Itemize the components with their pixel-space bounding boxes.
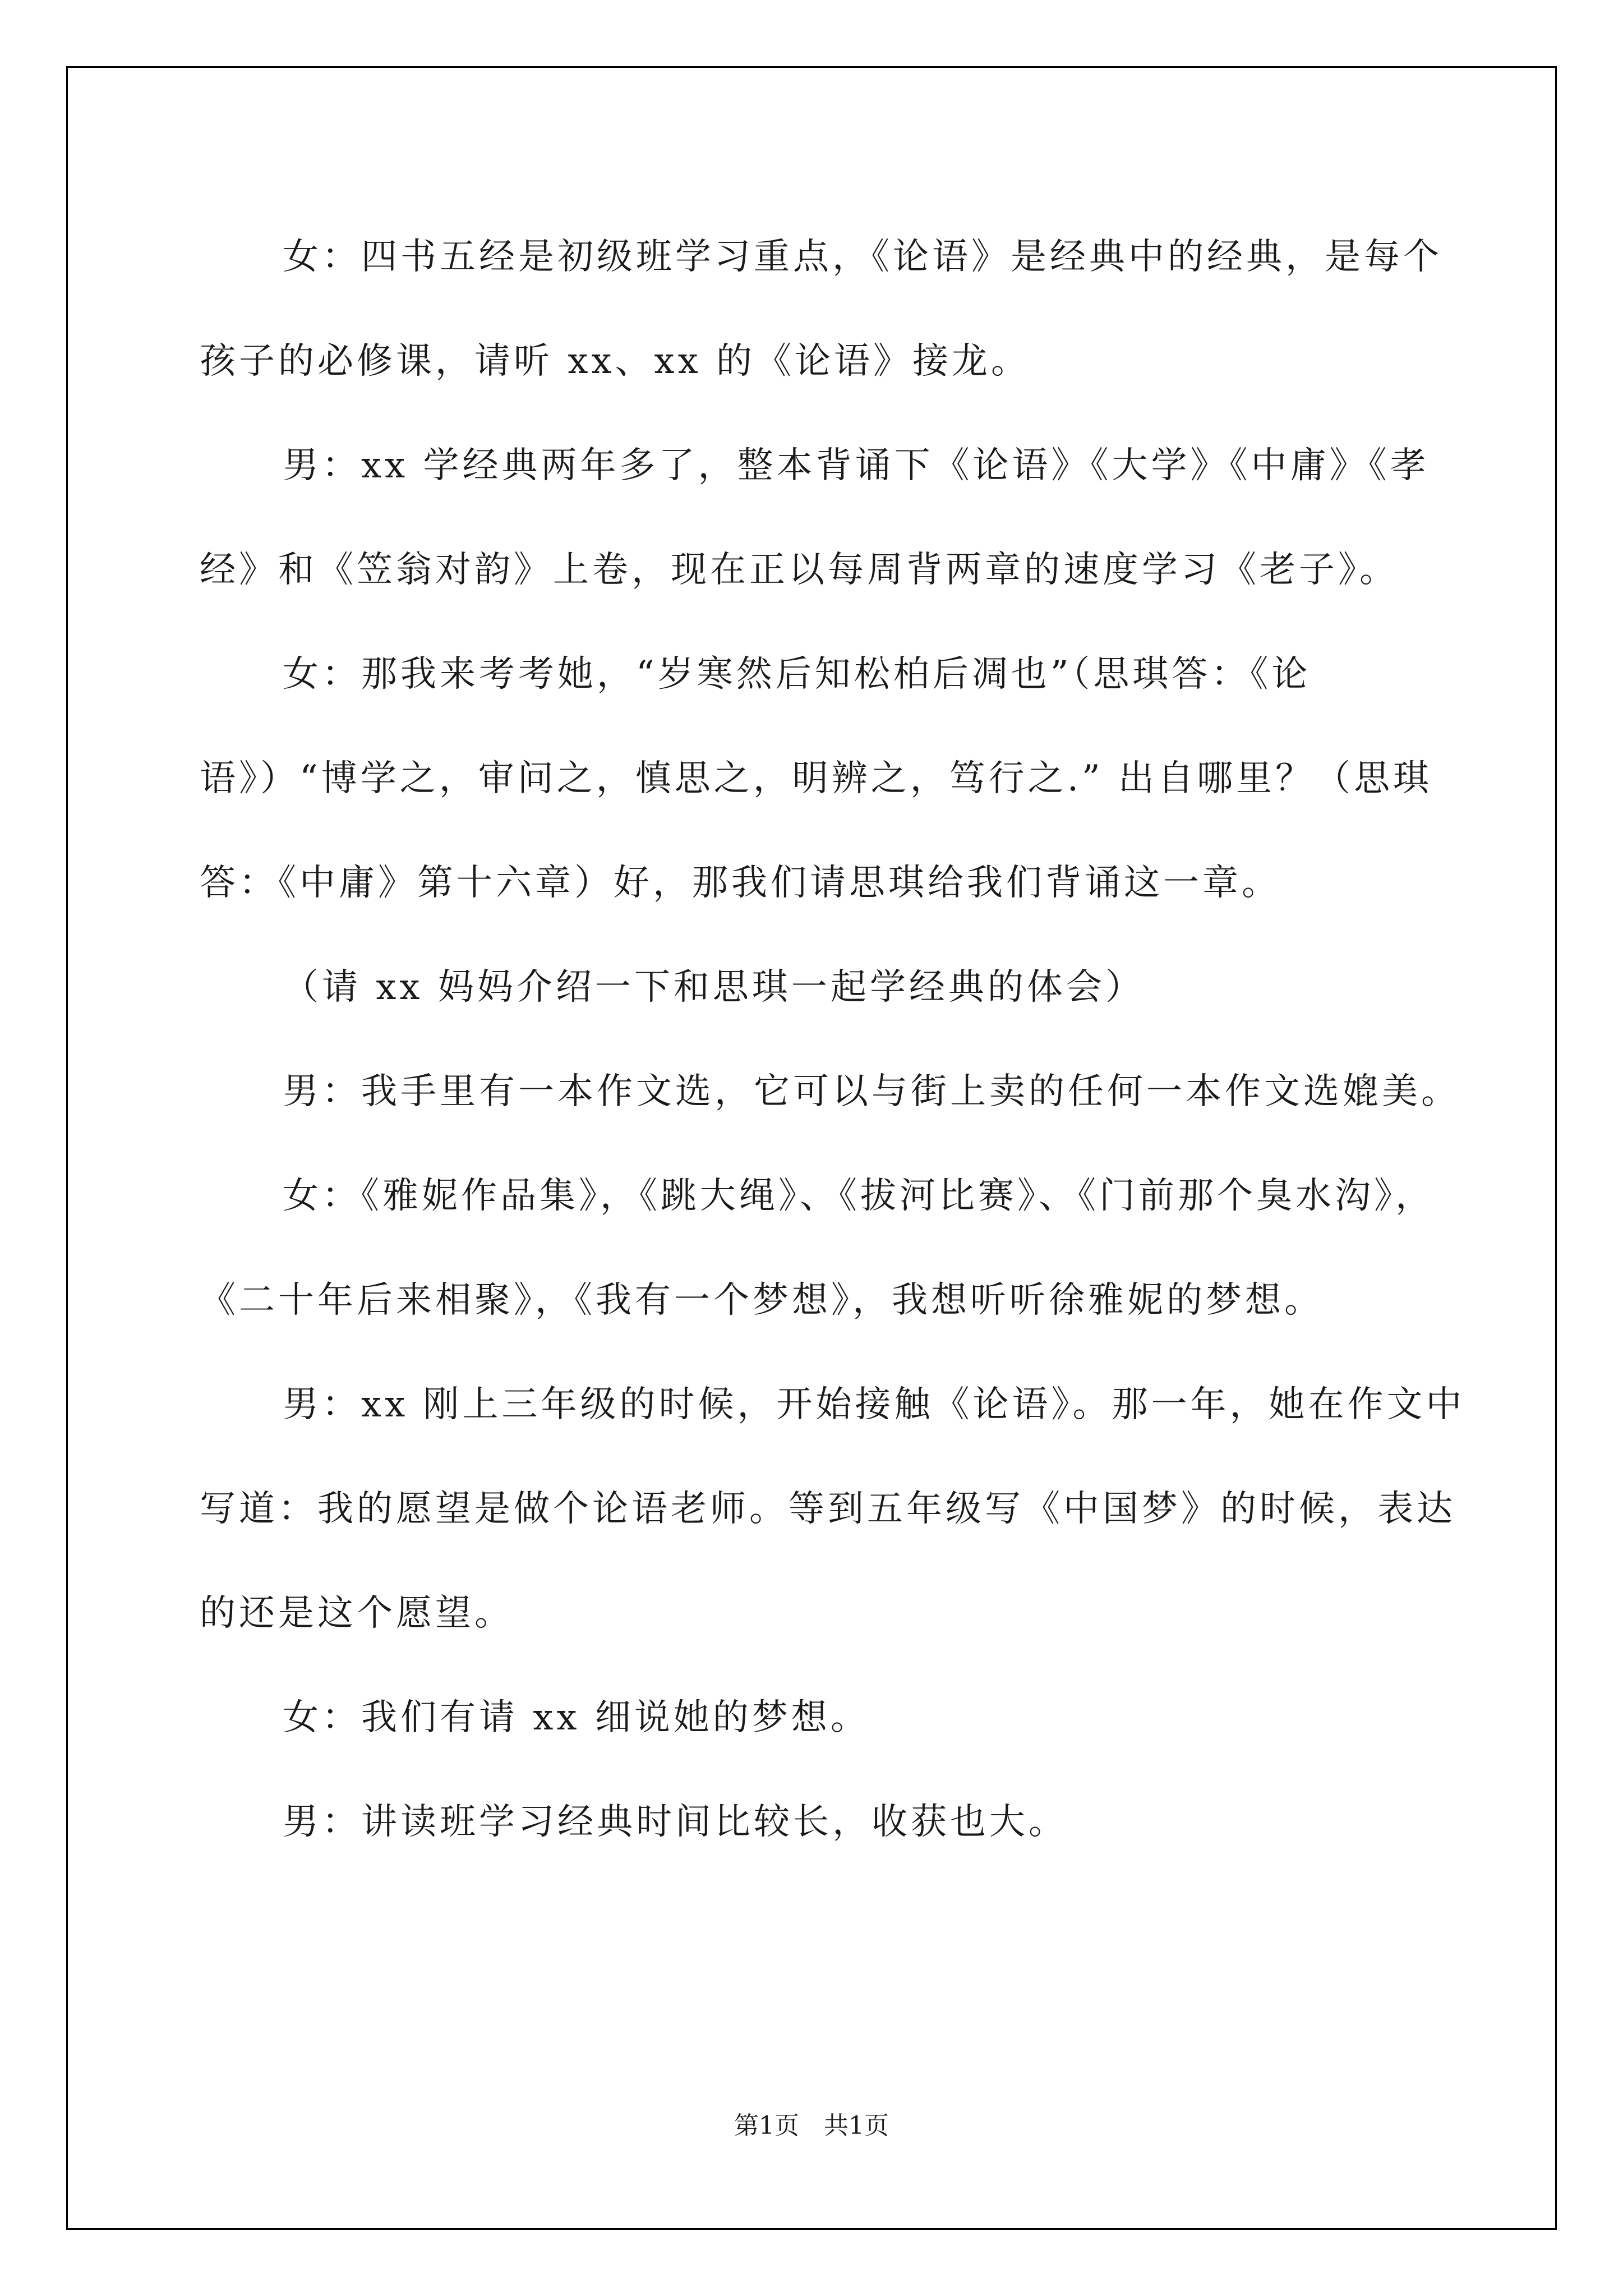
paragraph: 女：《雅妮作品集》，《跳大绳》、《拔河比赛》、《门前那个臭水沟》，《二十年后来相聚》，《我有一个梦想》，我想听听徐雅妮的梦想。 xyxy=(200,1175,1435,1321)
paragraph: 女：四书五经是初级班学习重点，《论语》是经典中的经典，是每个孩子的必修课，请听 xx、xx 的《论语》接龙。 xyxy=(200,236,1442,382)
paragraph: 男：xx 学经典两年多了，整本背诵下《论语》《大学》《中庸》《孝经》和《笠翁对韵》上卷，现在正以每周背两章的速度学习《老子》。 xyxy=(200,445,1430,591)
paragraph: 男：我手里有一本作文选，它可以与街上卖的任何一本作文选媲美。 xyxy=(283,1071,1460,1112)
paragraph: （请 xx 妈妈介绍一下和思琪一起学经典的体会） xyxy=(283,967,1145,1008)
paragraph: 男：讲读班学习经典时间比较长，收获也大。 xyxy=(283,1801,1068,1843)
paragraph: 女：那我来考考她，“岁寒然后知松柏后凋也”（思琪答：《论语》）“博学之，审问之，慎思之，明辨之，笃行之.” 出自哪里？（思琪答：《中庸》第十六章）好，那我们请思琪给我们背诵这一章。 xyxy=(200,654,1433,904)
document-body xyxy=(200,205,1467,1874)
paragraph: 女：我们有请 xx 细说她的梦想。 xyxy=(283,1697,870,1738)
page-number-footer: 第1页 共1页 xyxy=(734,2111,889,2140)
paragraph: 男：xx 刚上三年级的时候，开始接触《论语》。那一年，她在作文中写道：我的愿望是做个论语老师。等到五年级写《中国梦》的时候，表达的还是这个愿望。 xyxy=(200,1384,1465,1634)
